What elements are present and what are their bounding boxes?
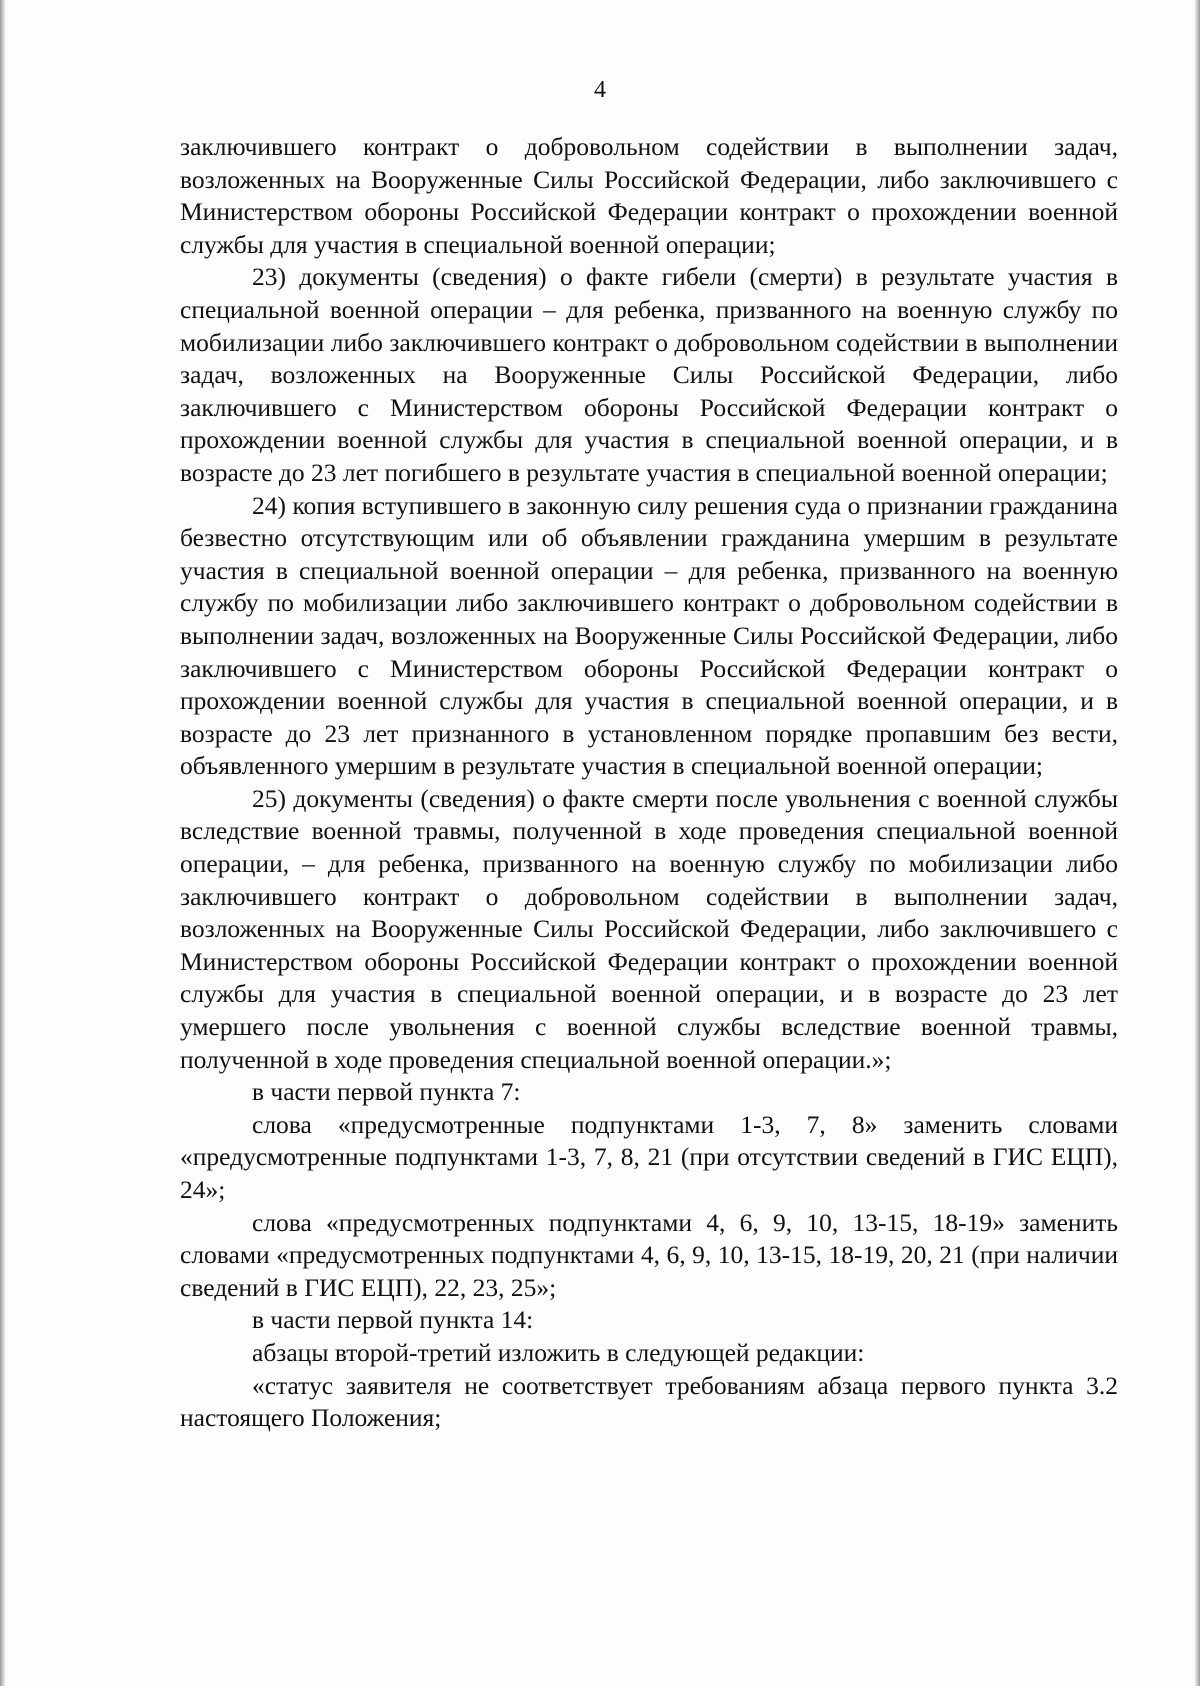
paragraph-new-wording: абзацы второй-третий изложить в следующей редакции: (252, 1337, 865, 1367)
paragraph-item-24: 24) копия вступившего в законную силу решения суда о признании гражданина безвестно отсутствующим или об объявлении гражданина умершим в результате участия в специальной военной операции – для ребенка, призванного на военную службу по мобилизации либо заключившего контракт о добровольном содействии в выполнении задач, возложенных на Вооруженные Силы Российской Федерации, либо заключившего с Министерством обороны Российской Федерации контракт о прохождении военной службы для участия в специальной военной операции, и в возрасте до 23 лет признанного в установленном порядке пропавшим без вести, объявленного умершим в результате участия в специальной военной операции; (180, 490, 1118, 781)
paragraph-item-25: 25) документы (сведения) о факте смерти после увольнения с военной службы вследствие военной травмы, полученной в ходе проведения специальной военной операции, – для ребенка, призванного на военную службу по мобилизации либо заключившего контракт о добровольном содействии в выполнении задач, возложенных на Вооруженные Силы Российской Федерации, либо заключившего с Министерством обороны Российской Федерации контракт о прохождении военной службы для участия в специальной военной операции, и в возрасте до 23 лет умершего после увольнения с военной службы вследствие военной травмы, полученной в ходе проведения специальной военной операции.»; (180, 783, 1118, 1074)
paragraph-clause-14: в части первой пункта 14: (252, 1305, 534, 1335)
document-body (180, 131, 1118, 1435)
paragraph-item-23: 23) документы (сведения) о факте гибели (смерти) в результате участия в специальной военной операции – для ребенка, призванного на военную службу по мобилизации либо заключившего контракт о добровольном содействии в выполнении задач, возложенных на Вооруженные Силы Российской Федерации, либо заключившего с Министерством обороны Российской Федерации контракт о прохождении военной службы для участия в специальной военной операции, и в возрасте до 23 лет погибшего в результате участия в специальной военной операции; (180, 262, 1118, 487)
paragraph-applicant-status: «статус заявителя не соответствует требованиям абзаца первого пункта 3.2 настоящего Положения; (180, 1370, 1118, 1433)
page-number: 4 (594, 77, 606, 103)
scan-edge-right (1194, 0, 1200, 1686)
paragraph-replace-words-2: слова «предусмотренных подпунктами 4, 6, 9, 10, 13-15, 18-19» заменить словами «предусмотренных подпунктами 4, 6, 9, 10, 13-15, 18-19, 20, 21 (при наличии сведений в ГИС ЕЦП), 22, 23, 25»; (180, 1207, 1118, 1302)
paragraph-clause-7: в части первой пункта 7: (252, 1077, 521, 1107)
paragraph-continuation: заключившего контракт о добровольном содействии в выполнении задач, возложенных на Вооруженные Силы Российской Федерации, либо заключившего с Министерством обороны Российской Федерации контракт о прохождении военной службы для участия в специальной военной операции; (180, 132, 1118, 259)
scan-edge-left (0, 0, 6, 1686)
paragraph-replace-words-1: слова «предусмотренные подпунктами 1-3, 7, 8» заменить словами «предусмотренные подпунктами 1-3, 7, 8, 21 (при отсутствии сведений в ГИС ЕЦП), 24»; (180, 1109, 1118, 1204)
